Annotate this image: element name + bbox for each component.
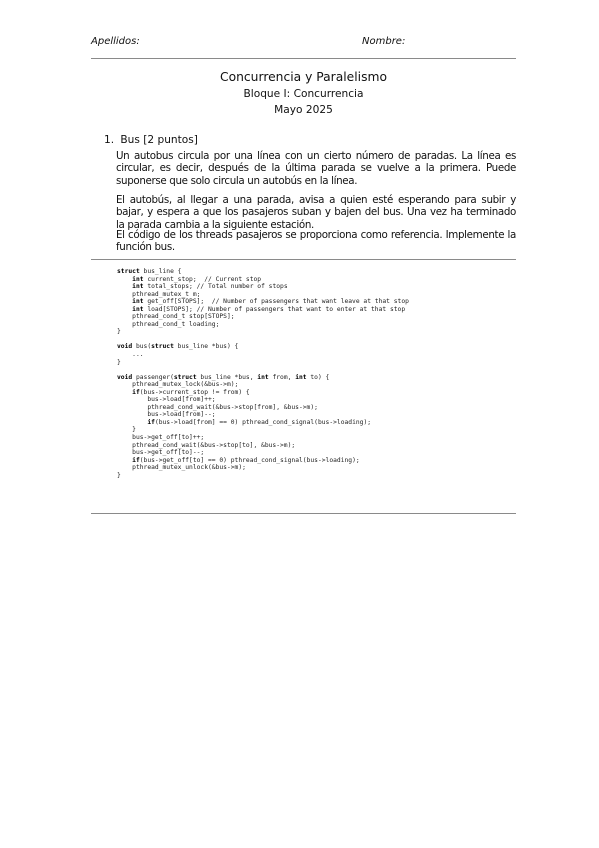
- code-line: }: [117, 328, 121, 336]
- code-line: ...: [117, 351, 144, 359]
- code-line: pthread_cond_wait(&bus->stop[from], &bus->m);: [117, 403, 318, 411]
- code-line: bus->get_off[to]--;: [117, 449, 205, 457]
- surname-label: Apellidos:: [91, 36, 140, 47]
- code-line: struct bus_line {: [117, 268, 182, 275]
- exam-date: Mayo 2025: [274, 104, 333, 116]
- code-line: if(bus->load[from] == 0) pthread_cond_signal(bus->loading);: [147, 418, 372, 426]
- question-heading: [104, 134, 198, 146]
- question-paragraph: El autobús, al llegar a una parada, avisa a quien esté esperando para subir y bajar, y espera a que los pasajeros suban y bajen del bus. Una vez ha terminado la parada cambia a la siguiente estación.: [116, 194, 516, 231]
- code-line: pthread_cond_t loading;: [117, 320, 220, 328]
- code-line: pthread_cond_t stop[STOPS];: [117, 313, 235, 321]
- question-paragraph: El código de los threads pasajeros se proporciona como referencia. Implemente la función bus.: [116, 229, 516, 254]
- code-line: if(bus->get_off[to] == 0) pthread_cond_signal(bus->loading);: [132, 456, 360, 464]
- code-line: bus->load[from]++;: [117, 396, 216, 404]
- question-title: Bus [2 puntos]: [120, 134, 198, 146]
- code-line: if(bus->current_stop != from) {: [132, 388, 250, 396]
- code-line: int load[STOPS]; // Number of passengers that want to enter at that stop: [132, 305, 406, 313]
- course-title: Concurrencia y Paralelismo: [220, 70, 387, 84]
- question-paragraph: Un autobus circula por una línea con un cierto número de paradas. La línea es circular, es decir, después de la última parada se vuelve a la primera. Puede suponerse que solo circula un autobús en la línea.: [116, 150, 516, 187]
- name-label: Nombre:: [362, 36, 406, 47]
- code-line: int current_stop; // Current stop: [132, 275, 262, 283]
- code-line: }: [117, 358, 121, 366]
- code-bottom-rule: [91, 513, 516, 514]
- code-line: void bus(struct bus_line *bus) {: [117, 343, 239, 351]
- code-line: bus->load[from]--;: [117, 411, 216, 419]
- code-line: void passenger(struct bus_line *bus, int from, int to) {: [117, 373, 330, 381]
- code-line: pthread_mutex_t m;: [117, 290, 201, 298]
- code-line: pthread_mutex_lock(&bus->m);: [117, 381, 239, 389]
- block-subtitle: Bloque I: Concurrencia: [243, 88, 364, 100]
- code-line: }: [117, 426, 136, 434]
- code-line: }: [117, 471, 121, 479]
- code-top-rule: [91, 259, 516, 260]
- header-rule: [91, 58, 516, 59]
- code-listing: [117, 268, 516, 479]
- page-header: [91, 36, 516, 52]
- question-number: 1.: [104, 134, 115, 146]
- code-line: int get_off[STOPS]; // Number of passengers that want leave at that stop: [132, 298, 409, 306]
- code-line: pthread_cond_wait(&bus->stop[to], &bus->m);: [117, 441, 296, 449]
- code-line: bus->get_off[to]++;: [117, 434, 205, 442]
- code-line: pthread_mutex_unlock(&bus->m);: [117, 464, 246, 472]
- code-line: int total_stops; // Total number of stops: [132, 283, 288, 291]
